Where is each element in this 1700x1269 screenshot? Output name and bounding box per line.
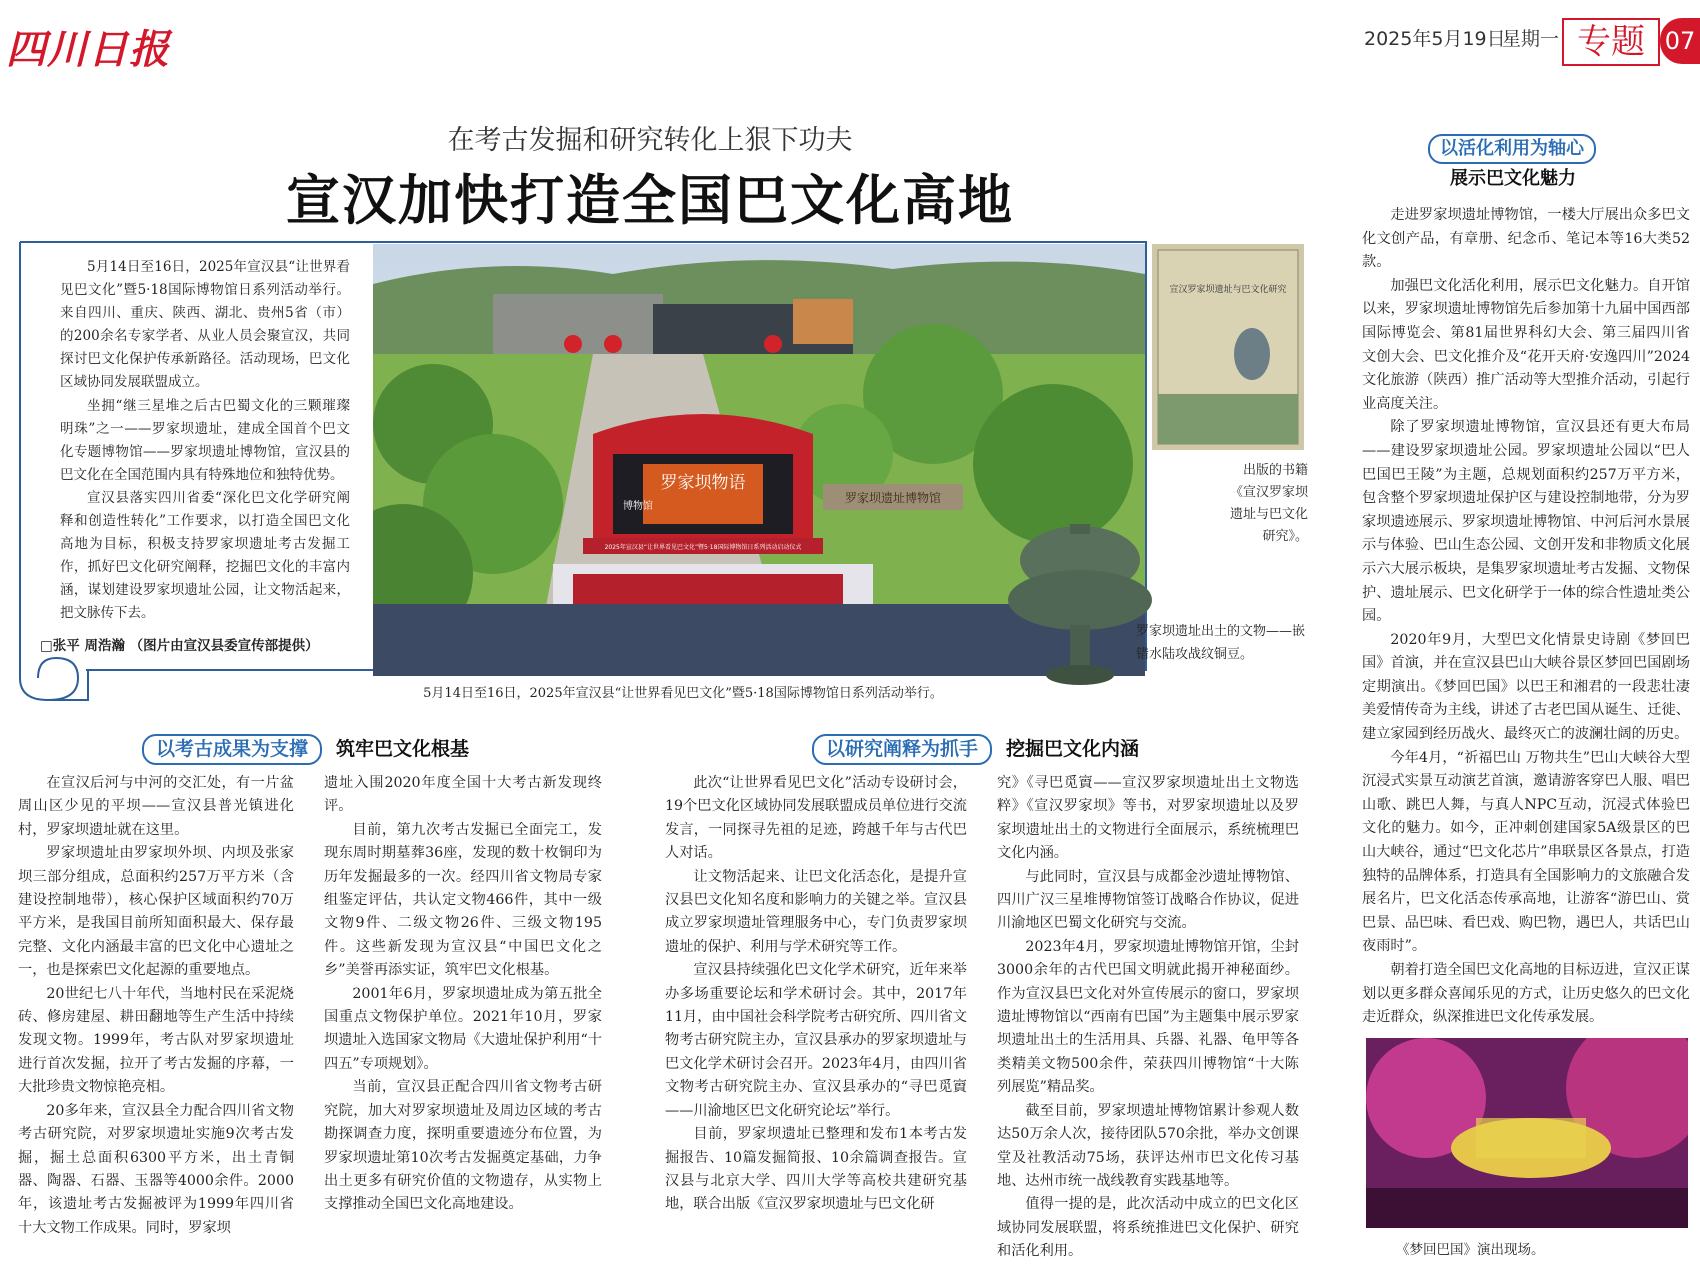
photo-banner-text: 罗家坝物语 bbox=[660, 473, 746, 493]
photo-stage-banner: 2025年宣汉县“让世界看见巴文化”暨5·18国际博物馆日系列活动启动仪式 bbox=[604, 544, 802, 551]
text-column-3 bbox=[665, 772, 967, 1217]
body-paragraph: 走进罗家坝遗址博物馆，一楼大厅展出众多巴文化文创产品，有章册、纪念币、笔记本等16大类52款。 bbox=[1362, 207, 1690, 271]
bronze-caption: 罗家坝遗址出土的文物——嵌错水陆攻战纹铜豆。 bbox=[1136, 624, 1306, 662]
section-label: 专题 bbox=[1562, 18, 1660, 66]
section-head-research bbox=[812, 734, 1139, 765]
section-subtitle: 筑牢巴文化根基 bbox=[336, 738, 470, 760]
section-tag: 以考古成果为支撑 bbox=[142, 734, 322, 765]
right-column-text bbox=[1362, 204, 1690, 1030]
body-paragraph-continued: 究》《寻巴觅賨——宣汉罗家坝遗址出土文物选粹》《宣汉罗家坝》等书，对罗家坝遗址以及罗家坝遗址出土的文物进行全面展示，系统梳理巴文化内涵。 bbox=[997, 775, 1299, 862]
body-paragraph: 除了罗家坝遗址博物馆，宣汉县还有更大布局——建设罗家坝遗址公园。罗家坝遗址公园以“巴人巴国巴王陵”为主题，总规划面积约257万平方米，包含整个罗家坝遗址保护区与建设控制地带，分为罗家坝遗迹展示、罗家坝遗址博物馆、中河后河水景展示与体验、巴山生态公园、文创开发和非物质文化展示六大展示板块，是集罗家坝遗址考古发掘、文物保护、遗址展示、巴文化研学于一体的综合性遗址类公园。 bbox=[1362, 419, 1690, 625]
body-paragraph: 罗家坝遗址由罗家坝外坝、内坝及张家坝三部分组成，总面积约257万平方米（含建设控制地带），核心保护区域面积约70万平方米，是我国目前所知面积最大、保存最完整、文化内涵最丰富的巴文化中心遗址之一，也是探索巴文化起源的重要地点。 bbox=[18, 845, 294, 979]
main-photo-caption: 5月14日至16日，2025年宣汉县“让世界看见巴文化”暨5·18国际博物馆日系列活动举行。 bbox=[423, 686, 943, 701]
lead-paragraph: 坐拥“继三星堆之后古巴蜀文化的三颗璀璨明珠”之一——罗家坝遗址，建成全国首个巴文化专题博物馆——罗家坝遗址博物馆，宣汉县的巴文化在全国范围内具有特殊地位和独特优势。 bbox=[60, 397, 350, 483]
body-paragraph: 20多年来，宣汉县全力配合四川省文物考古研究院，对罗家坝遗址实施9次考古发掘，掘土总面积6300平方米，出土青铜器、陶器、石器、玉器等4000余件。2000年，该遗址考古发掘被评为1999年四川省十大文物工作成果。同时，罗家坝 bbox=[18, 1102, 294, 1236]
body-paragraph: 目前，第九次考古发掘已全面完工，发现东周时期墓葬36座，发现的数十枚铜印为历年发掘最多的一次。经四川省文物局专家组鉴定评估，共认定文物466件，其中一级文物9件、二级文物26件、三级文物195件。这些新发现为宣汉县“中国巴文化之乡”美誉再添实证，筑牢巴文化根基。 bbox=[324, 821, 602, 979]
article-lead bbox=[60, 256, 350, 626]
lead-paragraph: 5月14日至16日，2025年宣汉县“让世界看见巴文化”暨5·18国际博物馆日系列活动举行。来自四川、重庆、陕西、湖北、贵州5省（市）的200余名专家学者、从业人员会聚宣汉，共同探讨巴文化保护传承新路径。活动现场，巴文化区域协同发展联盟成立。 bbox=[60, 259, 350, 391]
body-paragraph: 朝着打造全国巴文化高地的目标迈进，宣汉正谋划以更多群众喜闻乐见的方式，让历史悠久的巴文化走近群众，纵深推进巴文化传承发展。 bbox=[1362, 962, 1690, 1026]
body-paragraph: 宣汉县持续强化巴文化学术研究，近年来举办多场重要论坛和学术研讨会。其中，2017年11月，由中国社会科学院考古研究所、四川省文物考古研究院主办，宣汉县承办的罗家坝遗址与巴文化学术研讨会召开。2023年4月，由四川省文物考古研究院主办、宣汉县承办的“寻巴觅賨——川渝地区巴文化研究论坛”举行。 bbox=[665, 962, 967, 1119]
body-paragraph: 与此同时，宣汉县与成都金沙遗址博物馆、四川广汉三星堆博物馆签订战略合作协议，促进川渝地区巴蜀文化研究与交流。 bbox=[997, 868, 1299, 932]
book-caption: 出版的书籍《宣汉罗家坝遗址与巴文化研究》。 bbox=[1229, 463, 1308, 544]
page-number-badge: 07 bbox=[1660, 18, 1700, 64]
body-paragraph: 在宣汉后河与中河的交汇处，有一片盆周山区少见的平坝——宣汉县普光镇进化村，罗家坝遗址就在这里。 bbox=[18, 775, 294, 838]
text-column-2 bbox=[324, 772, 602, 1217]
body-paragraph: 2020年9月，大型巴文化情景史诗剧《梦回巴国》首演，并在宣汉县巴山大峡谷景区梦回巴国剧场定期演出。《梦回巴国》以巴王和湘君的一段悲壮凄美爱情传奇为主线，讲述了古老巴国从诞生、迁徙、建立家园到经历战火、最终灭亡的波澜壮阔的历史。 bbox=[1362, 631, 1690, 743]
body-paragraph: 当前，宣汉县正配合四川省文物考古研究院，加大对罗家坝遗址及周边区域的考古勘探调查力度，探明重要遗迹分布位置，为罗家坝遗址第10次考古发掘奠定基础，力争出土更多有研究价值的文物遗存，从实物上支撑推动全国巴文化高地建设。 bbox=[324, 1079, 602, 1213]
body-paragraph: 此次“让世界看见巴文化”活动专设研讨会，19个巴文化区域协同发展联盟成员单位进行交流发言，一同探寻先祖的足迹，跨越千年与古代巴人对话。 bbox=[665, 775, 967, 862]
body-paragraph: 2001年6月，罗家坝遗址成为第五批全国重点文物保护单位。2021年10月，罗家坝遗址入选国家文物局《大遗址保护利用“十四五”专项规划》。 bbox=[324, 985, 602, 1072]
body-paragraph: 值得一提的是，此次活动中成立的巴文化区域协同发展联盟，将系统推进巴文化保护、研究和活化利用。 bbox=[997, 1196, 1299, 1260]
book-title-text: 宣汉罗家坝遗址与巴文化研究 bbox=[1169, 285, 1287, 295]
article-headline: 宣汉加快打造全国巴文化高地 bbox=[286, 169, 1014, 232]
section-subtitle: 挖掘巴文化内涵 bbox=[1006, 738, 1140, 760]
body-paragraph: 加强巴文化活化利用，展示巴文化魅力。自开馆以来，罗家坝遗址博物馆先后参加第十九届中国西部国际博览会、第81届世界科幻大会、第三届四川省文创大会、巴文化推介及“花开天府·安逸四川”2024文化旅游（陕西）推广活动等大型推介活动，引起行业高度关注。 bbox=[1362, 277, 1690, 412]
right-section-subtitle: 展示巴文化魅力 bbox=[1450, 168, 1576, 189]
stage-photo-caption: 《梦回巴国》演出现场。 bbox=[1396, 1242, 1545, 1258]
masthead bbox=[0, 0, 1700, 95]
right-section-tag: 以活化利用为轴心 bbox=[1428, 134, 1596, 164]
section-tag: 以研究阐释为抓手 bbox=[812, 734, 992, 765]
body-paragraph-continued: 遗址入围2020年度全国十大考古新发现终评。 bbox=[324, 775, 602, 815]
text-column-1 bbox=[18, 772, 294, 1240]
body-paragraph: 20世纪七八十年代，当地村民在采泥烧砖、修房建屋、耕田翻地等生产生活中持续发现文物。1999年，考古队对罗家坝遗址进行首次发掘，拉开了考古发掘的序幕，一大批珍贵文物惊艳亮相。 bbox=[18, 985, 294, 1096]
photo-stage-logo-text: 博物馆 bbox=[623, 501, 653, 512]
byline: □张平 周浩瀚 （图片由宣汉县委宣传部提供） bbox=[40, 638, 319, 654]
stage-performance-photo bbox=[1366, 1038, 1688, 1228]
section-head-archaeology bbox=[142, 734, 469, 765]
paper-name-logo: 四川日报 bbox=[6, 26, 170, 73]
article-kicker: 在考古发掘和研究转化上狠下功夫 bbox=[447, 125, 853, 156]
text-column-4 bbox=[997, 772, 1299, 1264]
weekday: 星期一 bbox=[1502, 28, 1560, 50]
body-paragraph: 截至目前，罗家坝遗址博物馆累计参观人数达50万余人次，接待团队570余批，举办文创课堂及社教活动75场，获评达州市巴文化传习基地、达州市统一战线教育实践基地等。 bbox=[997, 1102, 1299, 1189]
photo-museum-sign: 罗家坝遗址博物馆 bbox=[844, 491, 942, 505]
body-paragraph: 今年4月，“祈福巴山 万物共生”巴山大峡谷大型沉浸式实景互动演艺首演，邀请游客穿巴人服、唱巴山歌、跳巴人舞，与真人NPC互动，沉浸式体验巴文化的魅力。如今，正冲刺创建国家5A级景区的巴山大峡谷，通过“巴文化芯片”串联景区各景点，打造独特的品牌体系，打造具有全国影响力的文旅融合发展名片，巴文化活态传承高地，让游客“游巴山、赏巴景、品巴味、看巴戏、购巴物，遇巴人，共话巴山夜雨时”。 bbox=[1362, 749, 1690, 955]
body-paragraph: 2023年4月，罗家坝遗址博物馆开馆，尘封3000余年的古代巴国文明就此揭开神秘面纱。作为宣汉县巴文化对外宣传展示的窗口，罗家坝遗址博物馆以“西南有巴国”为主题集中展示罗家坝遗址出土的生活用具、兵器、礼器、龟甲等各类精美文物500余件，荣获四川博物馆“十大陈列展览”精品奖。 bbox=[997, 938, 1299, 1096]
book-cover-photo bbox=[1152, 244, 1304, 450]
body-paragraph: 让文物活起来、让巴文化活态化，是提升宣汉县巴文化知名度和影响力的关键之举。宣汉县成立罗家坝遗址管理服务中心，专门负责罗家坝遗址的保护、利用与学术研究等工作。 bbox=[665, 868, 967, 955]
issue-date: 2025年5月19日 bbox=[1364, 28, 1506, 50]
lead-paragraph: 宣汉县落实四川省委“深化巴文化学研究阐释和创造性转化”工作要求，以打造全国巴文化高地为目标，积极支持罗家坝遗址考古发掘工作，抓好巴文化研究阐释，挖掘巴文化的丰富内涵，谋划建设罗家坝遗址公园，让文物活起来，把文脉传下去。 bbox=[60, 489, 350, 622]
body-paragraph: 目前，罗家坝遗址已整理和发布1本考古发掘报告、10篇发掘简报、10余篇调查报告。宣汉县与北京大学、四川大学等高校共建研究基地，联合出版《宣汉罗家坝遗址与巴文化研 bbox=[665, 1126, 967, 1213]
